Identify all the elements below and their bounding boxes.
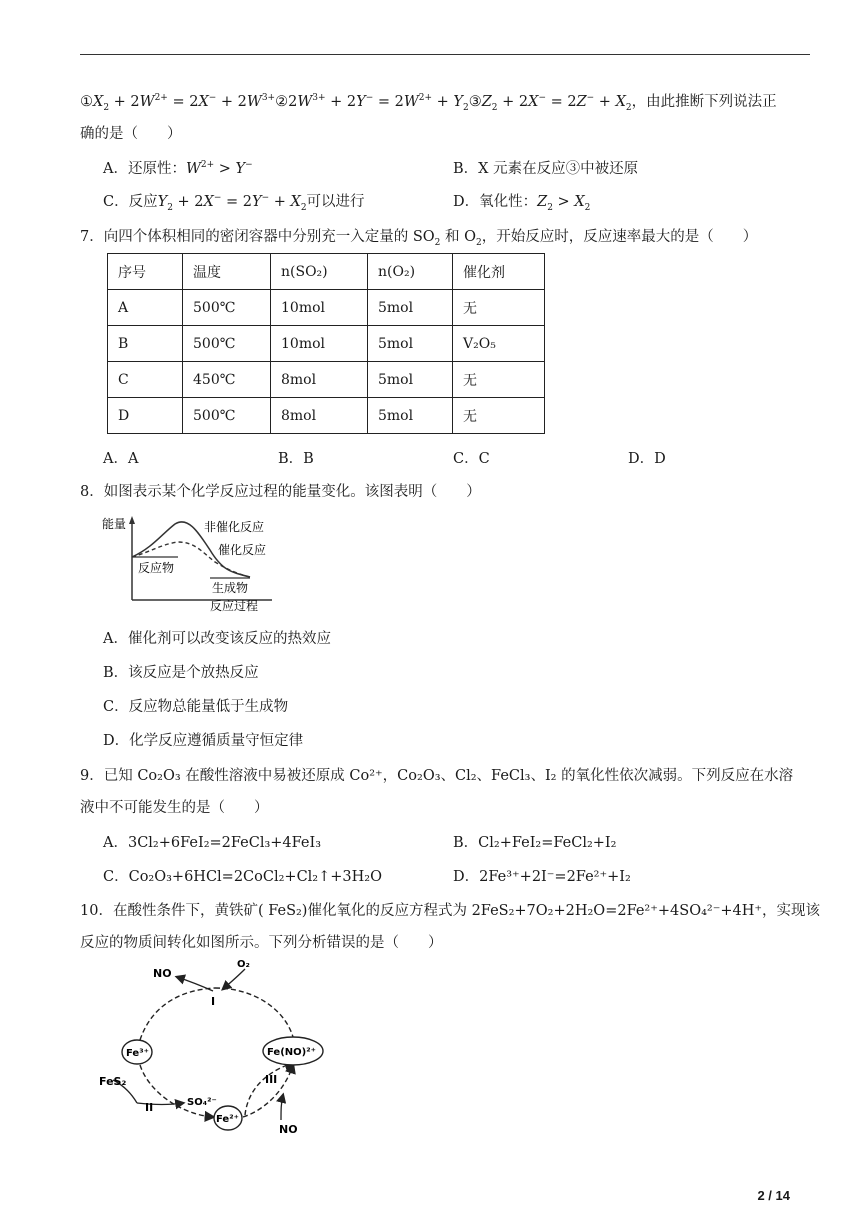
fe3-label: Fe³⁺ xyxy=(126,1048,149,1059)
q9-option-c: C．Co₂O₃+6HCl=2CoCl₂+Cl₂↑+3H₂O xyxy=(103,869,382,885)
table-row xyxy=(108,326,545,362)
table-row xyxy=(108,362,545,398)
q6-option-d: D．氧化性：$Z_2 > X_2$ xyxy=(453,194,591,213)
reaction-axis-label: 反应过程 xyxy=(210,599,259,613)
fes2-label: FeS₂ xyxy=(99,1075,127,1088)
q8-stem: 8．如图表示某个化学反应过程的能量变化。该图表明（ ） xyxy=(80,484,481,500)
table-cell: 无 xyxy=(453,398,545,434)
feno-label: Fe(NO)²⁺ xyxy=(267,1047,316,1058)
q6-option-c: C．反应$Y_2 + 2X^- = 2Y^- + X_2$可以进行 xyxy=(103,193,365,213)
q9-stem-line2: 液中不可能发生的是（ ） xyxy=(80,800,269,816)
table-header-cell: 温度 xyxy=(183,254,271,290)
q8-option-b: B．该反应是个放热反应 xyxy=(103,665,259,681)
table-header-cell: n(O₂) xyxy=(368,254,453,290)
table-cell: 5mol xyxy=(368,362,453,398)
step-iii-label: III xyxy=(265,1073,278,1086)
table-cell: 5mol xyxy=(368,398,453,434)
q9-option-b: B．Cl₂+FeI₂=FeCl₂+I₂ xyxy=(453,835,617,851)
q9-stem-line1: 9．已知 Co₂O₃ 在酸性溶液中易被还原成 Co²⁺，Co₂O₃、Cl₂、FeCl₃、I₂ 的氧化性依次减弱。下列反应在水溶 xyxy=(80,768,794,784)
table-cell: 5mol xyxy=(368,326,453,362)
table-cell: A xyxy=(108,290,183,326)
q7-option-a: A．A xyxy=(103,451,139,467)
table-cell: 450℃ xyxy=(183,362,271,398)
table-cell: D xyxy=(108,398,183,434)
table-cell: 8mol xyxy=(271,362,368,398)
no-in-label: NO xyxy=(279,1123,298,1135)
header-rule xyxy=(80,54,810,55)
q8-option-d: D．化学反应遵循质量守恒定律 xyxy=(103,733,304,749)
q7-option-b: B．B xyxy=(278,451,314,467)
q6-option-a: A．还原性：$W^{2+} > Y^-$ xyxy=(103,160,253,177)
q7-table xyxy=(107,253,545,434)
table-cell: 5mol xyxy=(368,290,453,326)
table-cell: 无 xyxy=(453,290,545,326)
page-number: 2 / 14 xyxy=(757,1188,790,1203)
table-cell: 500℃ xyxy=(183,290,271,326)
table-cell: 无 xyxy=(453,362,545,398)
table-row xyxy=(108,290,545,326)
q8-option-c: C．反应物总能量低于生成物 xyxy=(103,699,289,715)
energy-diagram xyxy=(100,512,290,616)
q6-stem-line2: 确的是（ ） xyxy=(80,126,182,142)
table-cell: B xyxy=(108,326,183,362)
step-i-label: I xyxy=(211,995,216,1008)
curve-label-noncatalyzed: 非催化反应 xyxy=(204,520,265,534)
energy-axis-label: 能量 xyxy=(102,517,127,531)
q7-option-d: D．D xyxy=(628,451,666,467)
q10-stem-line2: 反应的物质间转化如图所示。下列分析错误的是（ ） xyxy=(80,935,443,951)
q6-equations: $①X_2 + 2W^{2+} = 2X^-$ + $2W^{3+}②2W^{3+} + 2Y^- = 2W^{2+}$ + $Y_2③Z_2 + 2X^- = 2Z^- + X_2$，由此推断下列说法正 xyxy=(80,93,777,113)
table-header-cell: 催化剂 xyxy=(453,254,545,290)
table-cell: C xyxy=(108,362,183,398)
table-header-cell: n(SO₂) xyxy=(271,254,368,290)
q9-option-a: A．3Cl₂+6FeI₂=2FeCl₃+4FeI₃ xyxy=(103,835,322,851)
fe2-label: Fe²⁺ xyxy=(216,1114,239,1125)
table-row xyxy=(108,398,545,434)
table-cell: 8mol xyxy=(271,398,368,434)
no-out-label: NO xyxy=(153,967,172,980)
table-cell: V₂O₅ xyxy=(453,326,545,362)
q10-stem-line1: 10．在酸性条件下，黄铁矿( FeS₂)催化氧化的反应方程式为 2FeS₂+7O₂+2H₂O=2Fe²⁺+4SO₄²⁻+4H⁺，实现该 xyxy=(80,903,821,919)
table-cell: 500℃ xyxy=(183,326,271,362)
fes2-cycle-diagram xyxy=(95,955,345,1135)
o2-label: O₂ xyxy=(237,959,250,970)
q6-option-b: B．X 元素在反应③中被还原 xyxy=(453,161,639,177)
table-header-cell: 序号 xyxy=(108,254,183,290)
table-cell: 10mol xyxy=(271,290,368,326)
curve-label-catalyzed: 催化反应 xyxy=(218,543,267,557)
reactant-label: 反应物 xyxy=(138,561,175,575)
q8-option-a: A．催化剂可以改变该反应的热效应 xyxy=(103,631,331,647)
so4-label: SO₄²⁻ xyxy=(187,1097,217,1108)
q7-stem: 7．向四个体积相同的密闭容器中分别充一入定量的 $SO_2$ 和 $O_2$，开始反应时，反应速率最大的是（ ） xyxy=(80,229,758,248)
product-label: 生成物 xyxy=(212,581,249,595)
step-ii-label: II xyxy=(145,1101,154,1114)
table-cell: 500℃ xyxy=(183,398,271,434)
table-cell: 10mol xyxy=(271,326,368,362)
q9-option-d: D．2Fe³⁺+2I⁻=2Fe²⁺+I₂ xyxy=(453,869,631,885)
q7-option-c: C．C xyxy=(453,451,490,467)
table-header-row xyxy=(108,254,545,290)
